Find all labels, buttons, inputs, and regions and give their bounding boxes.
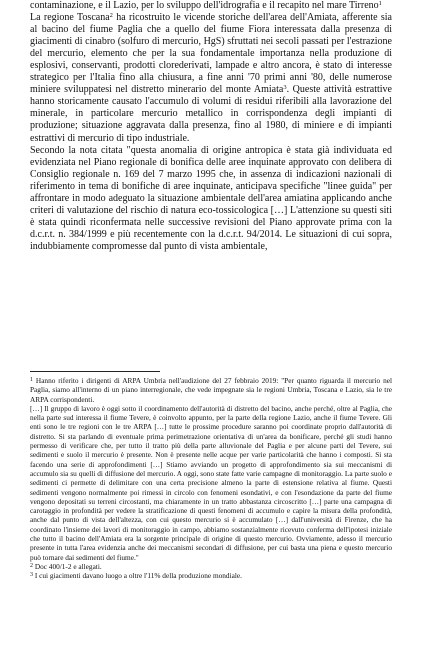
- paragraph-continuation: [30, 0, 392, 12]
- paragraph-toscana: [30, 12, 392, 145]
- paragraph-text: . Queste attività estrattive hanno storicamente causato l'accumulo di volumi di residui riferibili alla lavorazione del minerale, in particolare mercurio metallico in corrispondenza degli impianti di produzione; situazione aggravata dalla presenza, fino al 1980, di miniere e di impianti estrattivi di mercurio di tipo industriale.: [30, 84, 392, 144]
- paragraph-text: Secondo la nota citata "questa anomalia di origine antropica è stata già individuata ed evidenziata nel Piano regionale di bonifica delle aree inquinate approvato con delibera di Consiglio regionale n. 169 del 7 marzo 1995 che, in assenza di indicazioni nazionali di riferimento in tema di bonifiche di aree inquinate, anticipava specifiche "linee guida" per affrontare in modo adeguato la situazione ambientale dell'area amiatina applicando anche criteri di valutazione del rischio di natura eco-tossicologica […] L'attenzione su questi siti è stata quindi riconfermata nelle successive revisioni del Piano approvate prima con la d.c.r.t. n. 384/1999 e più recentemente con la d.c.r.t. 94/2014. Le situazioni di cui sopra, indubbiamente compromesse dal punto di vista ambientale,: [30, 144, 392, 252]
- footnote-1: [30, 376, 392, 404]
- footnote-number: 3: [30, 572, 33, 579]
- footnote-ref[interactable]: 1: [378, 0, 382, 7]
- footnote-3: [30, 571, 392, 580]
- footnote-separator: [30, 371, 160, 372]
- footnote-1-continued: […] Il gruppo di lavoro è oggi sotto il coordinamento dell'autorità di distretto del bacino, anche perché, oltre al Paglia, che nella parte sud interessa il fiume Tevere, è coinvolto appunto, per la parte della regione Lazio, anche il fiume Tevere. Gli enti sono le tre regioni con le tre ARPA […] tutte le prossime procedure saranno poi coordinate proprio dall'autorità di distretto. Si sta parlando di eventuale prima perimetrazione orientativa di un'area da bonificare, perché gli studi hanno permesso di verificare che, per tutto il tratto più della parte alluvionale del Paglia e per alcune parti del Tevere, sui sedimenti e suolo il mercurio è presente. Non è presente nelle acque per varie particolarità che hanno i composti. Si sta facendo una serie di approfondimenti […] Stiamo avviando un progetto di approfondimento sia sui meccanismi di accumulo sia su quelli di diffusione del mercurio. A oggi, sono state fatte varie campagne di monitoraggio. La parte suolo e sedimenti ci permette di delimitare con una certa precisione almeno la parte di estensione relativa al fiume. Questi sedimenti vengono normalmente poi rimessi in circolo con fenomeni esondativi, e con l'esondazione da parte del fiume vengono depositati su terreni circostanti, ma chiaramente in un tratto abbastanza circoscritto […] parte una campagna di carotaggio in profondità per vedere la stratificazione di questi fenomeni di accumulo e capire la misura della profondità, anche dal punto di vista dell'altezza, con cui questo mercurio si è accumulato […] dall'università di Firenze, che ha coordinato l'insieme dei lavori di monitoraggio in campo, abbiamo sostanzialmente ricevuto conferma dell'ipotesi iniziale che tutto il bacino dell'Amiata era la sorgente principale di origine di questo mercurio. Ovviamente, adesso il mercurio presente in tutta l'area evidenzia anche dei meccanismi secondari di diffusione, per cui basta una piena e questo mercurio può tornare dai sedimenti del fiume.": [30, 403, 392, 562]
- footnote-text: Doc 400/1-2 e allegati.: [33, 561, 102, 571]
- footnote-2: [30, 562, 392, 571]
- footnote-text: I cui giacimenti davano luogo a oltre l'11% della produzione mondiale.: [33, 571, 242, 581]
- paragraph-text: contaminazione, e il Lazio, per lo sviluppo dell'idrografia e il recapito nel mare Tirreno: [30, 0, 379, 11]
- paragraph-text: ha ricostruito le vicende storiche dell'area dell'Amiata, afferente sia al bacino del fiume Paglia che a quello del fiume Fiora interessata dalla presenza di giacimenti di cinabro (solfuro di mercurio, HgS) sfruttati nei secoli passati per l'estrazione del mercurio, elemento che per la sua fondamentale importanza nella produzione di esplosivi, conservanti, prodotti clorederivati, lampade e altro ancora, è stato di interesse strategico per l'Italia fino alla chiusura, a fine anni '70 primi anni '80, delle numerose miniere sviluppatesi nel distretto minerario del monte Amiata: [30, 12, 393, 96]
- footnote-ref[interactable]: 3: [283, 84, 287, 92]
- footnote-number: 2: [30, 562, 33, 569]
- footnote-ref[interactable]: 2: [109, 12, 113, 20]
- paragraph-nota: [30, 145, 392, 253]
- footnote-number: 1: [30, 377, 33, 383]
- main-text: [30, 0, 392, 253]
- footnotes: [30, 376, 392, 581]
- paragraph-text: La regione Toscana: [30, 12, 110, 24]
- footnote-text: Hanno riferito i dirigenti di ARPA Umbria nell'audizione del 27 febbraio 2019: "Per quanto riguarda il mercurio nel Paglia, siamo all'interno di un piano interregionale, che vede impegnate sia le regioni Umbria, Toscana e Lazio, sia le tre ARPA corrispondenti.: [30, 376, 392, 404]
